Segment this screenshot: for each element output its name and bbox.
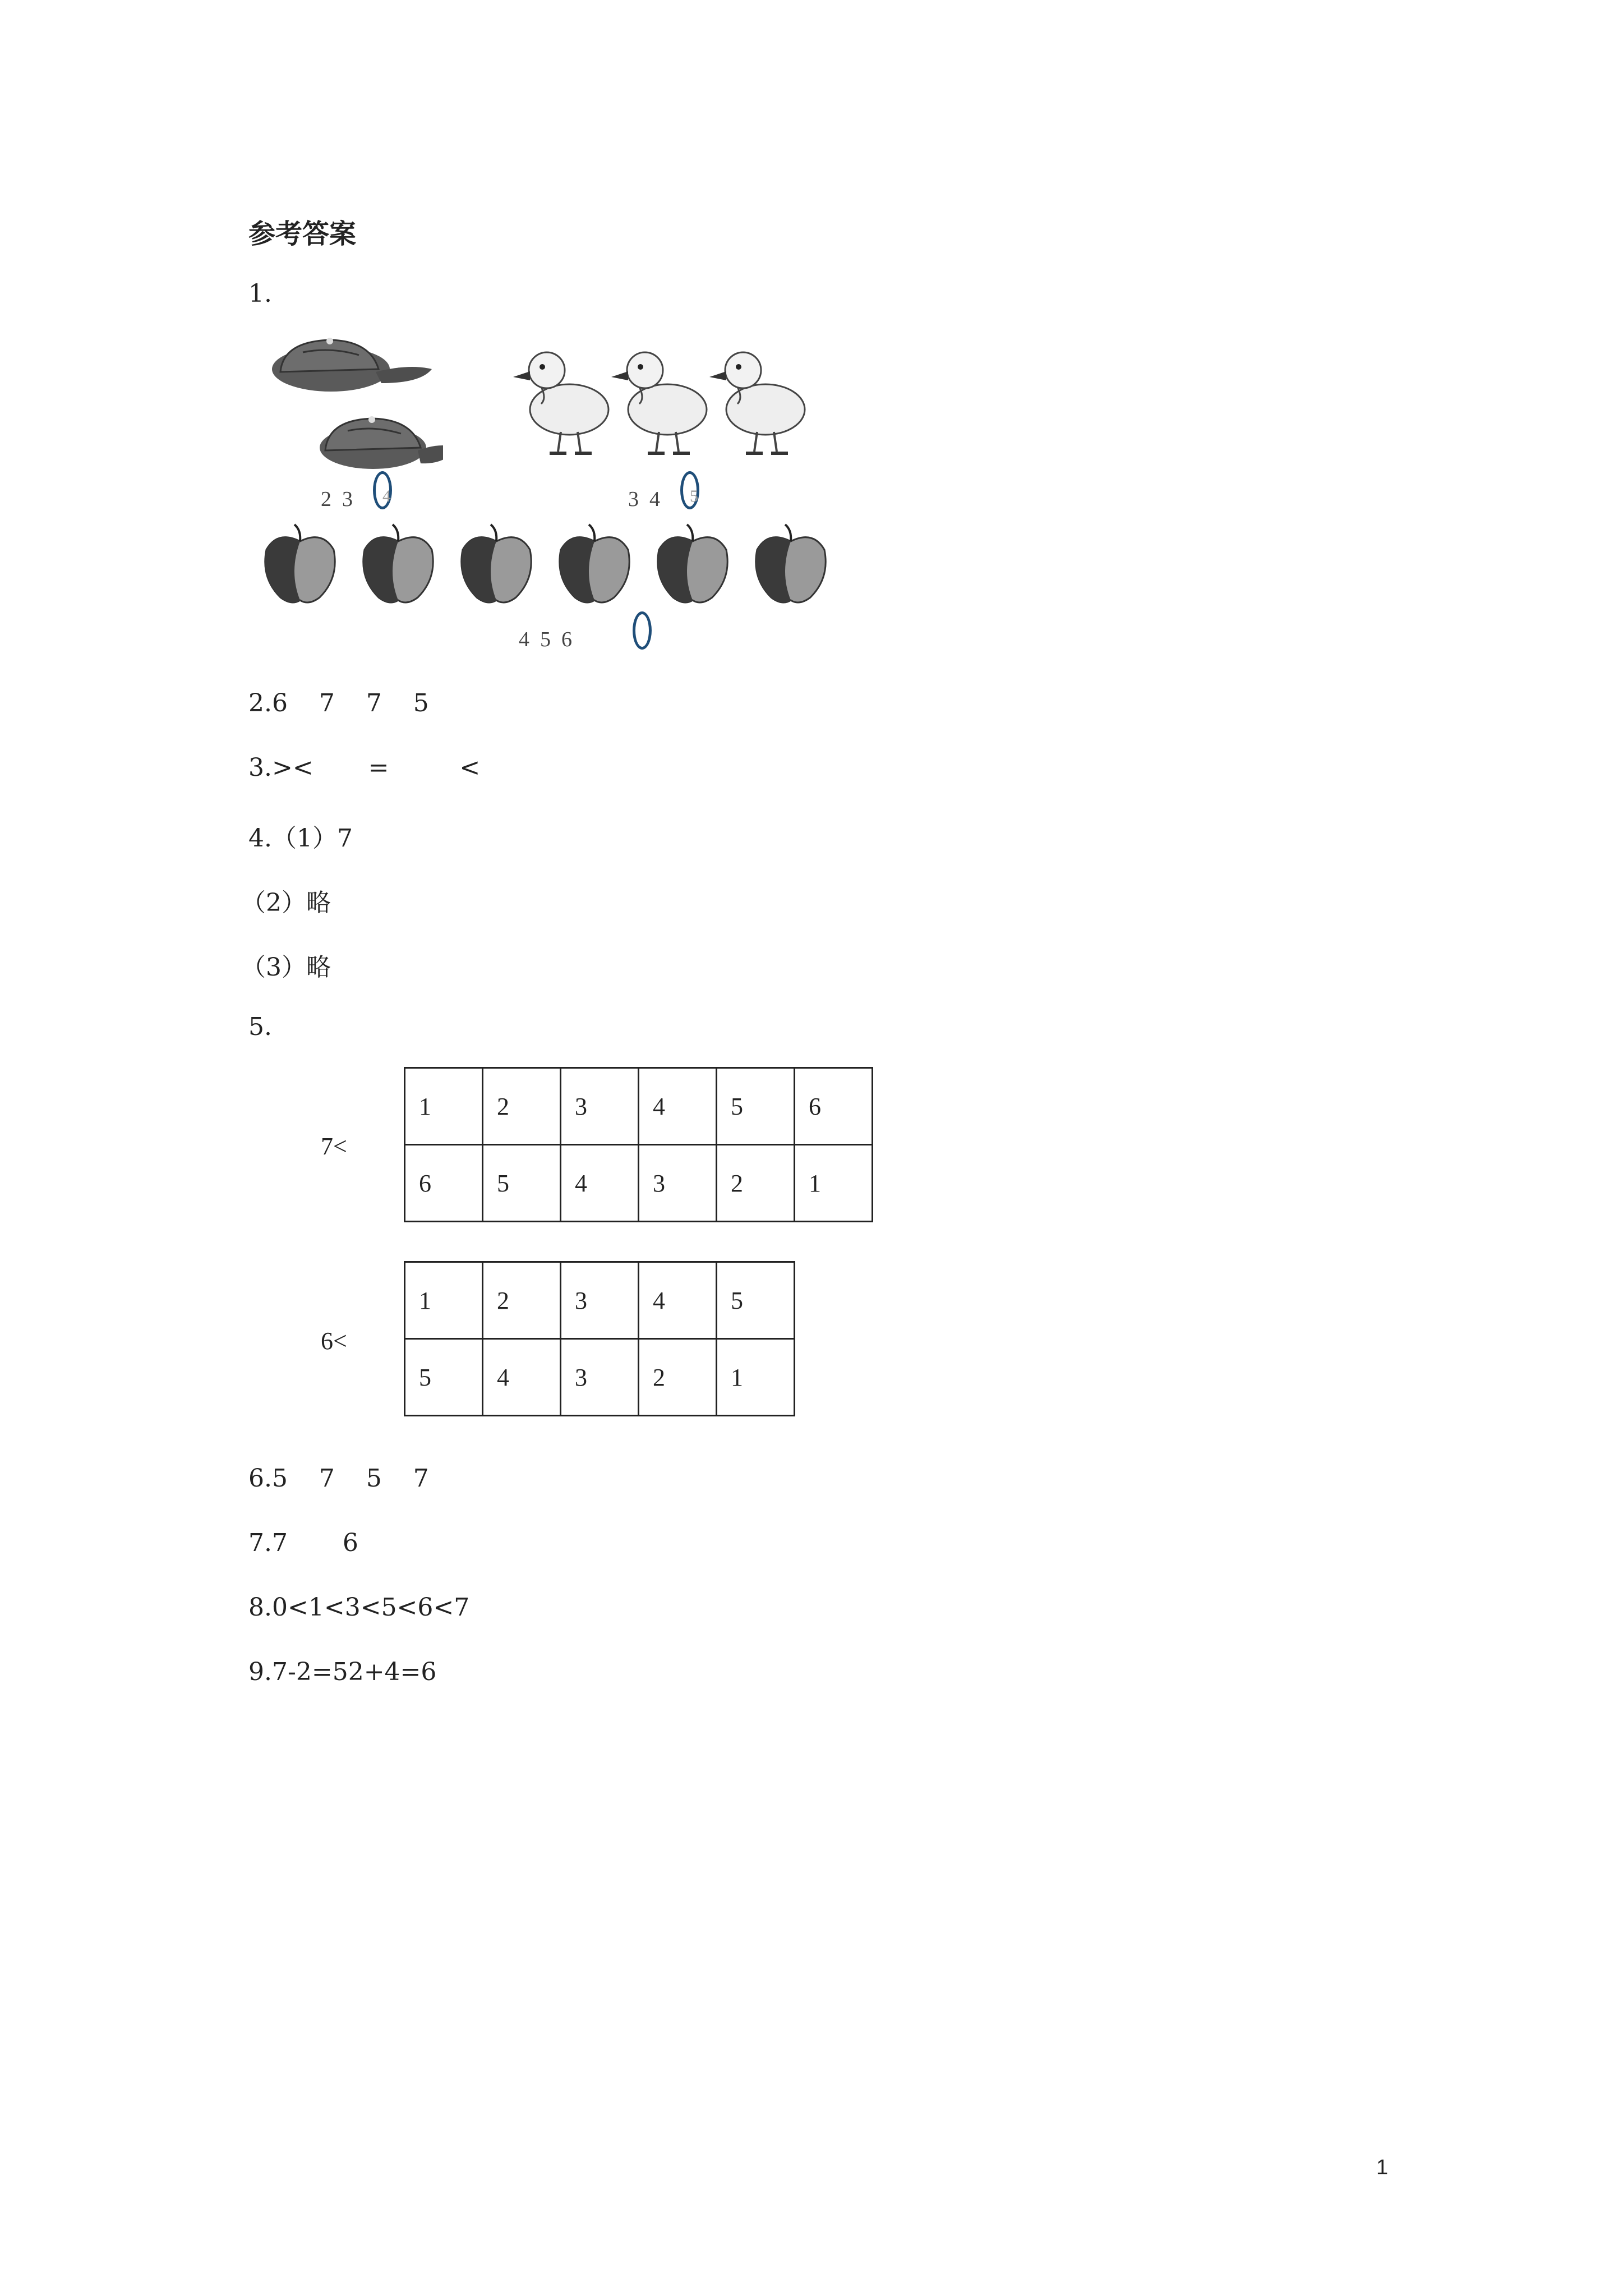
apple-numbers: 4 5 6 (519, 628, 572, 651)
duck-group (508, 342, 822, 471)
table-cell: 2 (483, 1262, 561, 1339)
table-cell: 6 (405, 1145, 483, 1222)
table-cell: 5 (483, 1145, 561, 1222)
duck-icon (513, 352, 608, 453)
table2-label: 6< (321, 1327, 347, 1355)
apple-icon (363, 524, 433, 602)
table-cell: 5 (717, 1068, 795, 1145)
apple-group (261, 519, 850, 609)
hat-numbers: 2 3 (321, 487, 363, 511)
apple-icon (265, 524, 335, 602)
split-table-6 (404, 1261, 795, 1416)
apple-icon (658, 524, 727, 602)
table-cell: 3 (561, 1068, 639, 1145)
table-cell: 4 (639, 1262, 717, 1339)
table-row (405, 1262, 795, 1339)
q3-answer: 3.>< = < (248, 753, 481, 782)
q8-answer: 8.0<1<3<5<6<7 (248, 1593, 470, 1622)
q5-label: 5. (248, 1013, 272, 1041)
q1-label: 1. (248, 279, 272, 308)
table-cell: 4 (639, 1068, 717, 1145)
apple-icon (756, 524, 826, 602)
table-cell: 1 (717, 1339, 795, 1416)
q4-answer-3: （3）略 (241, 953, 331, 982)
q4-answer-1: 4.（1）7 (248, 824, 353, 853)
table-cell: 3 (561, 1339, 639, 1416)
duck-icon (709, 352, 805, 453)
table-cell: 3 (561, 1262, 639, 1339)
table-cell: 6 (795, 1068, 873, 1145)
split-table-7 (404, 1067, 873, 1222)
table-cell: 4 (561, 1145, 639, 1222)
table-row (405, 1068, 873, 1145)
table-cell: 2 (483, 1068, 561, 1145)
hat-hidden-number: 4 (382, 487, 391, 505)
table-cell: 1 (405, 1262, 483, 1339)
q7-answer: 7.7 6 (248, 1529, 358, 1557)
hat-icon (272, 338, 432, 392)
table-cell: 1 (405, 1068, 483, 1145)
table-cell: 5 (717, 1262, 795, 1339)
apple-icon (462, 524, 531, 602)
q9-answer: 9.7-2=52+4=6 (248, 1658, 437, 1686)
q2-answer: 2.6 7 7 5 (248, 689, 429, 717)
duck-numbers: 3 4 (628, 487, 671, 511)
q4-answer-2: （2）略 (241, 889, 331, 917)
table-cell: 2 (717, 1145, 795, 1222)
duck-icon (611, 352, 707, 453)
q6-answer: 6.5 7 5 7 (248, 1464, 429, 1493)
table-row (405, 1339, 795, 1416)
answer-circle (633, 611, 652, 650)
table-cell: 5 (405, 1339, 483, 1416)
table-cell: 4 (483, 1339, 561, 1416)
table-cell: 2 (639, 1339, 717, 1416)
table-row (405, 1145, 873, 1222)
table-cell: 1 (795, 1145, 873, 1222)
hat-icon (320, 416, 443, 469)
apple-icon (560, 524, 629, 602)
table1-label: 7< (321, 1133, 347, 1160)
duck-hidden-number: 5 (690, 487, 698, 505)
page-title: 参考答案 (248, 218, 357, 250)
table-cell: 3 (639, 1145, 717, 1222)
hat-group (264, 330, 443, 476)
page-number: 1 (1376, 2156, 1389, 2179)
